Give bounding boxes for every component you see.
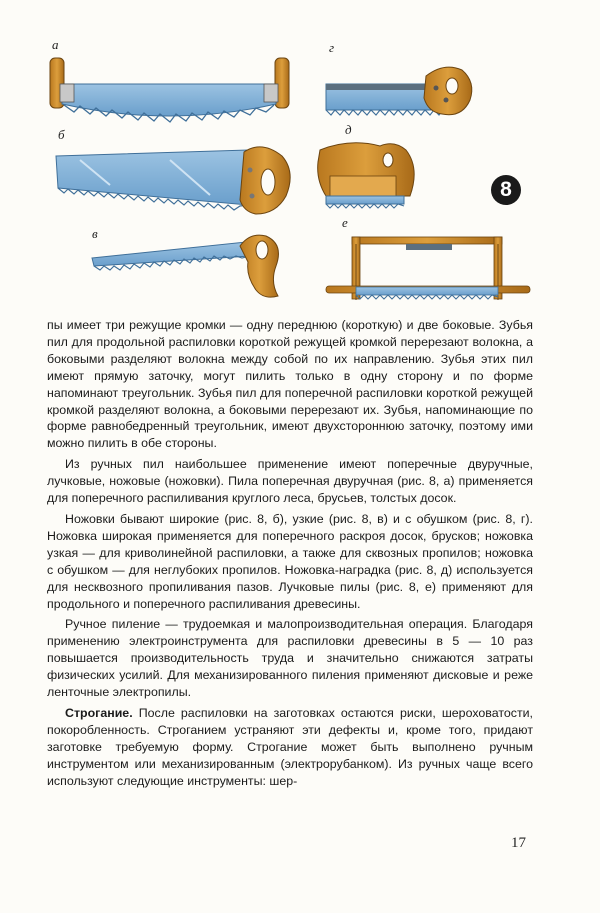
figure-number-badge: 8 (491, 175, 521, 205)
figure-label-a: а (52, 37, 59, 52)
backsaw (326, 67, 472, 115)
saw-illustrations (0, 0, 600, 318)
planing-text: После распиловки на заготовках остаются риски, шероховатости, покоробленность. Строганием устраняют эти дефекты и, кроме того, придают заготовке требуемую форму. Строгание может быть выполнено ручным инструментом или механизированным (электрорубанком). Из ручных чаще всего используют следующие инструменты: шер- (47, 705, 533, 788)
bow-saw (326, 237, 530, 300)
paragraph-hand-saws: Из ручных пил наибольшее применение имеют поперечные двуручные, лучковые, ножовые (ножовки). Пила поперечная двуручная (рис. 8, а) применяется для поперечного распиливания круглого леса, брусьев, толстых досок. (47, 457, 533, 506)
figure-label-d: д (345, 122, 352, 137)
two-man-saw (50, 58, 289, 122)
grooving-saw (318, 143, 415, 208)
page-number: 17 (511, 835, 526, 851)
wide-handsaw (56, 147, 290, 214)
paragraph-teeth: пы имеет три режущие кромки — одну переднюю (короткую) и две боковые. Зубья пил для продольной распиловки короткой режущей кромкой перерезают волокна, а боковыми разделяют волокна между собой по их направлению. Зубья этих пил имеют прямую заточку, могут пилить только в одну сторону и по форме напоминают треугольник. Зубья пил для поперечной распиловки короткой режущей кромкой разделяют волокна, а боковыми перерезают их. Зубья, напоминающие по форме равнобедренный треугольник, имеют двухстороннюю заточку, поэтому ими можно пилить в обе стороны. (47, 318, 533, 451)
figure-label-v: в (92, 226, 98, 241)
paragraph-planing (47, 705, 533, 790)
body-text (47, 317, 533, 789)
paragraph-handsaw-types: Ножовки бывают широкие (рис. 8, б), узкие (рис. 8, в) и с обушком (рис. 8, г). Ножовка широкая применяется для поперечного раскроя досок, брусков; ножовка узкая — для криволинейной распиловки, а также для сквозных пропилов; ножовка с обушком — для неглубоких пропилов. Ножовка-наградка (рис. 8, д) используется для несквозного пропиливания пазов. Лучковые пилы (рис. 8, е) применяют для продольного и поперечного распиливания древесины. (47, 511, 533, 611)
figure-label-e: е (342, 215, 348, 230)
figure-label-b: б (58, 127, 65, 142)
figure-label-g: г (329, 40, 335, 55)
saw-figure (0, 0, 600, 318)
paragraph-power-tools: Ручное пиление — трудоемкая и малопроизводительная операция. Благодаря применению электроинструмента для распиловки древесины в 5 — 10 раз повышается производительность труда и значительно снижаются затраты физических усилий. Для механизированного пиления применяют дисковые и реже ленточные электропилы. (47, 617, 533, 700)
planing-heading: Строгание. (65, 705, 133, 720)
narrow-handsaw (92, 235, 278, 297)
